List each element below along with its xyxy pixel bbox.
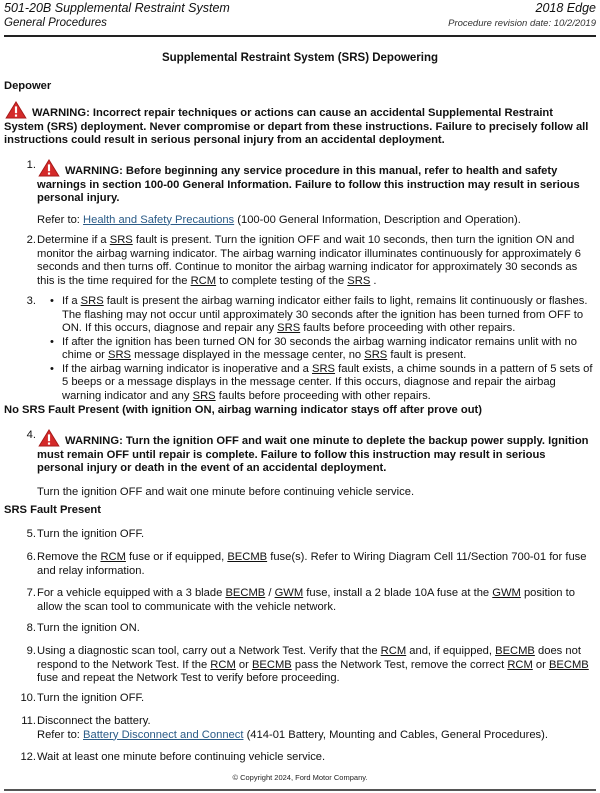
battery-disconnect-link[interactable]: Battery Disconnect and Connect	[83, 728, 244, 741]
page-header	[4, 0, 596, 33]
step-1-warning: WARNING: Before beginning any service procedure in this manual, refer to health and safety warnings in section 100-00 General Information. Failure to follow this instruction may result in serious personal injury.	[37, 159, 594, 206]
step-1-reference: Refer to: Health and Safety Precautions (100-00 General Information, Description and Operation).	[37, 213, 521, 226]
vehicle-model: 2018 Edge	[535, 1, 596, 15]
procedure-category: General Procedures	[4, 17, 107, 29]
abbr-becmb[interactable]: BECMB	[548, 658, 589, 671]
abbr-rcm[interactable]: RCM	[100, 551, 126, 563]
warning-top: WARNING: Incorrect repair techniques or actions can cause an accidental Supplemental Restraint System (SRS) deployment. Never compromise or depart from these instructions. Failure to precisely follow all instructions could result in serious personal injury from an accidental deployment.	[4, 101, 590, 148]
abbr-srs[interactable]: SRS	[347, 274, 371, 287]
section-heading-fault: SRS Fault Present	[4, 504, 101, 516]
warning-icon	[37, 159, 61, 177]
list-item: • If a SRS fault is present the airbag warning indicator either fails to light, remains lit continuously or flashes. The flashing may not occur until approximately 30 seconds after the ignition has been turned from OFF to ON. If this occurs, diagnose and repair any SRS faults before proceeding with other repairs.	[50, 295, 594, 336]
warning-icon	[4, 101, 28, 119]
step-5: 5. Turn the ignition OFF.	[26, 528, 145, 540]
abbr-srs[interactable]: SRS	[312, 362, 336, 375]
step-10: 10. Turn the ignition OFF.	[20, 692, 145, 704]
list-item: • If the airbag warning indicator is inoperative and a SRS fault exists, a chime sounds in a pattern of 5 sets of 5 beeps or a message displays in the message center. If this occurs, diagnose and repair the airbag warning indicator and any SRS faults before proceeding with other repairs.	[50, 363, 594, 404]
abbr-srs[interactable]: SRS	[364, 349, 388, 361]
warning-icon	[37, 429, 61, 447]
footer-divider	[4, 789, 596, 791]
step-7: 7. For a vehicle equipped with a 3 blade BECMB / GWM fuse, install a 2 blade 10A fuse at the GWM position to allow the scan tool to communicate with the vehicle network.	[26, 587, 575, 613]
step-4-warning: WARNING: Turn the ignition OFF and wait one minute to deplete the backup power supply. Ignition must remain OFF until repair is complete. Failure to follow this instruction may result in serious personal injury or death in the event of an accidental deployment.	[37, 429, 594, 476]
step-12: 12. Wait at least one minute before continuing vehicle service.	[20, 751, 326, 763]
step-11-reference: Refer to: Battery Disconnect and Connect (414-01 Battery, Mounting and Cables, General Procedures).	[37, 728, 548, 741]
step-4: 4. WARNING: Turn the ignition OFF and wait one minute to deplete the backup power supply. Ignition must remain OFF until repair is complete. Failure to follow this instruction may result in serious personal injury or death in the event of an accidental deployment. Turn the ignition OFF and wait one minute before continuing vehicle service.	[20, 429, 594, 499]
step-3-bullets	[50, 295, 594, 403]
step-1: 1. WARNING: Before beginning any service procedure in this manual, refer to health and safety warnings in section 100-00 General Information. Failure to follow this instruction may result in serious personal injury. Refer to: Health and Safety Precautions (100-00 General Information, Description and Operation).	[20, 159, 594, 227]
abbr-rcm[interactable]: RCM	[210, 658, 236, 671]
abbr-srs[interactable]: SRS	[80, 295, 104, 307]
list-item: • If after the ignition has been turned ON for 30 seconds the airbag warning indicator remains unlit with no chime or SRS message displayed in the message center, no SRS fault is present.	[50, 336, 594, 363]
section-heading-no-fault: No SRS Fault Present (with ignition ON, airbag warning indicator stays off after prove out)	[4, 404, 482, 416]
page-title: Supplemental Restraint System (SRS) Depowering	[161, 52, 439, 64]
step-8: 8. Turn the ignition ON.	[26, 622, 140, 634]
abbr-srs[interactable]: SRS	[192, 389, 216, 402]
abbr-gwm[interactable]: GWM	[274, 587, 304, 599]
step-11: 11. Disconnect the battery. Refer to: Battery Disconnect and Connect (414-01 Battery, Mounting and Cables, General Procedures).	[20, 715, 594, 742]
abbr-gwm[interactable]: GWM	[492, 587, 521, 599]
step-2: 2. Determine if a SRS fault is present. Turn the ignition OFF and wait 10 seconds, then turn the ignition ON and monitor the airbag warning indicator. The airbag warning indicator illuminates continuously for approximately 6 seconds and then turns off. Continue to monitor the airbag warning indicator for approximately 30 seconds as this is the time required for the RCM to complete testing of the SRS .	[26, 234, 581, 287]
step-9: 9. Using a diagnostic scan tool, carry out a Network Test. Verify that the RCM and, if equipped, BECMB does not respond to the Network Test. If the RCM or BECMB pass the Network Test, remove the correct RCM or BECMB fuse and repeat the Network Test to verify before proceeding.	[26, 645, 589, 684]
abbr-becmb[interactable]: BECMB	[225, 587, 266, 599]
abbr-rcm[interactable]: RCM	[190, 274, 217, 287]
header-divider	[4, 35, 596, 37]
abbr-rcm[interactable]: RCM	[380, 645, 407, 657]
section-heading-depower: Depower	[4, 80, 52, 92]
section-code: 501-20B Supplemental Restraint System	[4, 1, 230, 15]
abbr-srs[interactable]: SRS	[109, 234, 133, 246]
copyright-footer: © Copyright 2024, Ford Motor Company.	[232, 773, 368, 782]
abbr-rcm[interactable]: RCM	[507, 658, 533, 671]
abbr-becmb[interactable]: BECMB	[251, 658, 292, 671]
abbr-becmb[interactable]: BECMB	[495, 645, 535, 657]
abbr-becmb[interactable]: BECMB	[227, 551, 268, 563]
abbr-srs[interactable]: SRS	[277, 322, 301, 334]
abbr-srs[interactable]: SRS	[108, 349, 132, 361]
step-6: 6. Remove the RCM fuse or if equipped, BECMB fuse(s). Refer to Wiring Diagram Cell 11/Section 700-01 for fuse and relay information.	[26, 551, 587, 577]
health-safety-link[interactable]: Health and Safety Precautions	[83, 213, 235, 226]
revision-date: Procedure revision date: 10/2/2019	[448, 18, 596, 29]
step-3: 3. • If a SRS fault is present the airbag warning indicator either fails to light, remains lit continuously or flashes. The flashing may not occur until approximately 30 seconds after the ignition has been turned from OFF to ON. If this occurs, diagnose and repair any SRS faults before proceeding with other repairs. • If after the ignition has been turned ON for 30 seconds the airbag warning indicator remains unlit with no chime or SRS message displayed in the message center, no SRS fault is present. • If the airbag warning indicator is inoperative and a SRS fault exists, a chime sounds in a pattern of 5 sets of 5 beeps or a message displays in the message center. If this occurs, diagnose and repair the airbag warning indicator and any SRS faults before proceeding with other repairs.	[20, 295, 594, 403]
